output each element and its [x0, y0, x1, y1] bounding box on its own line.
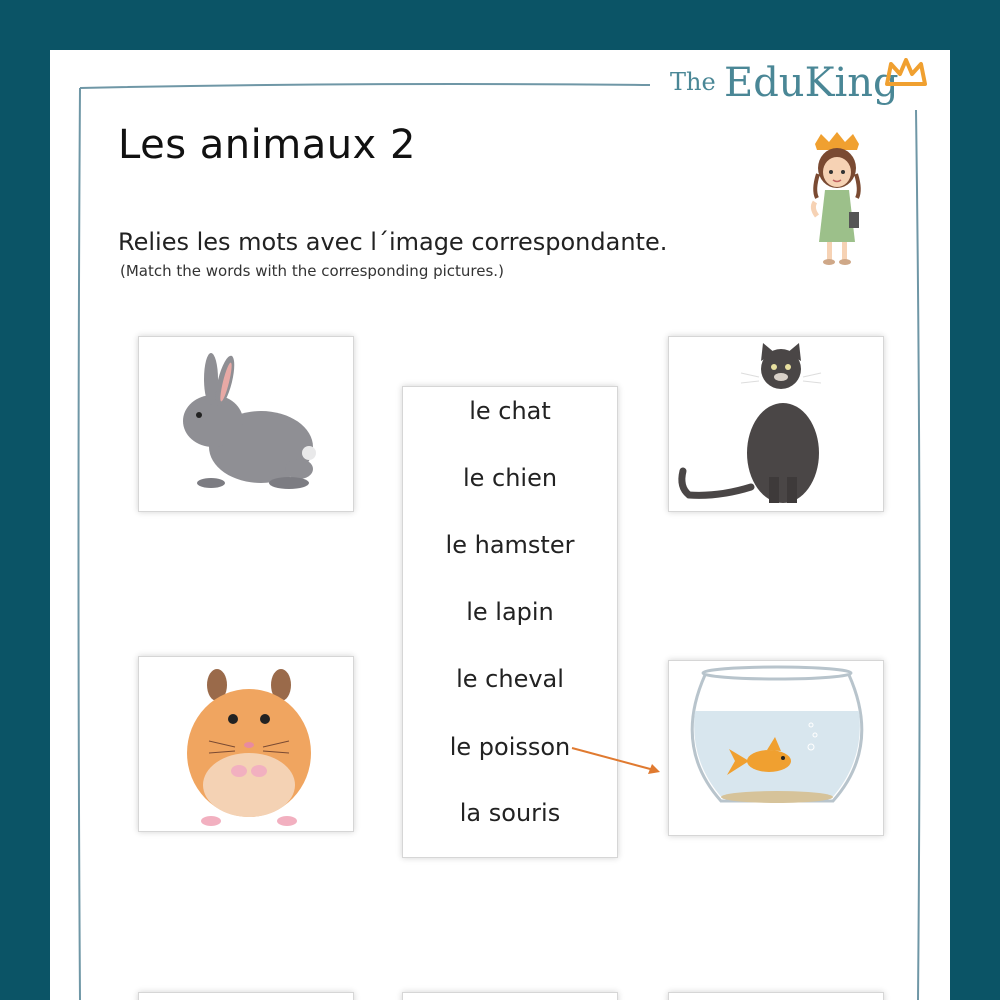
word-la-souris[interactable]: la souris: [459, 799, 561, 827]
bottom-card-right: [668, 992, 884, 1000]
worksheet-page: [50, 50, 950, 1000]
brand-prefix: The: [670, 68, 716, 96]
word-le-lapin[interactable]: le lapin: [466, 598, 554, 626]
word-le-chat[interactable]: le chat: [469, 397, 551, 425]
hamster-picture[interactable]: [138, 656, 354, 832]
instruction-text: Relies les mots avec l´image correspondante.: [118, 228, 668, 256]
word-le-hamster[interactable]: le hamster: [445, 531, 575, 559]
bottom-card-middle: [402, 992, 618, 1000]
girl-mascot-illustration: [805, 132, 875, 272]
rabbit-picture[interactable]: [138, 336, 354, 512]
word-le-chien[interactable]: le chien: [462, 464, 558, 492]
bottom-card-left: [138, 992, 354, 1000]
word-list: [402, 386, 618, 858]
fishbowl-picture[interactable]: [668, 660, 884, 836]
word-le-poisson[interactable]: le poisson: [449, 733, 571, 761]
hamster-illustration: [139, 657, 353, 831]
eduking-logo: [670, 58, 940, 118]
cat-illustration: [669, 337, 883, 511]
goldfish-bowl-illustration: [669, 661, 883, 835]
word-le-cheval[interactable]: le cheval: [456, 665, 564, 693]
rabbit-illustration: [139, 337, 353, 511]
page-title: Les animaux 2: [118, 122, 416, 168]
instruction-translation: (Match the words with the corresponding pictures.): [120, 262, 504, 280]
brand-name: EduKing: [724, 60, 899, 106]
cat-picture[interactable]: [668, 336, 884, 512]
crown-icon: [884, 58, 928, 88]
